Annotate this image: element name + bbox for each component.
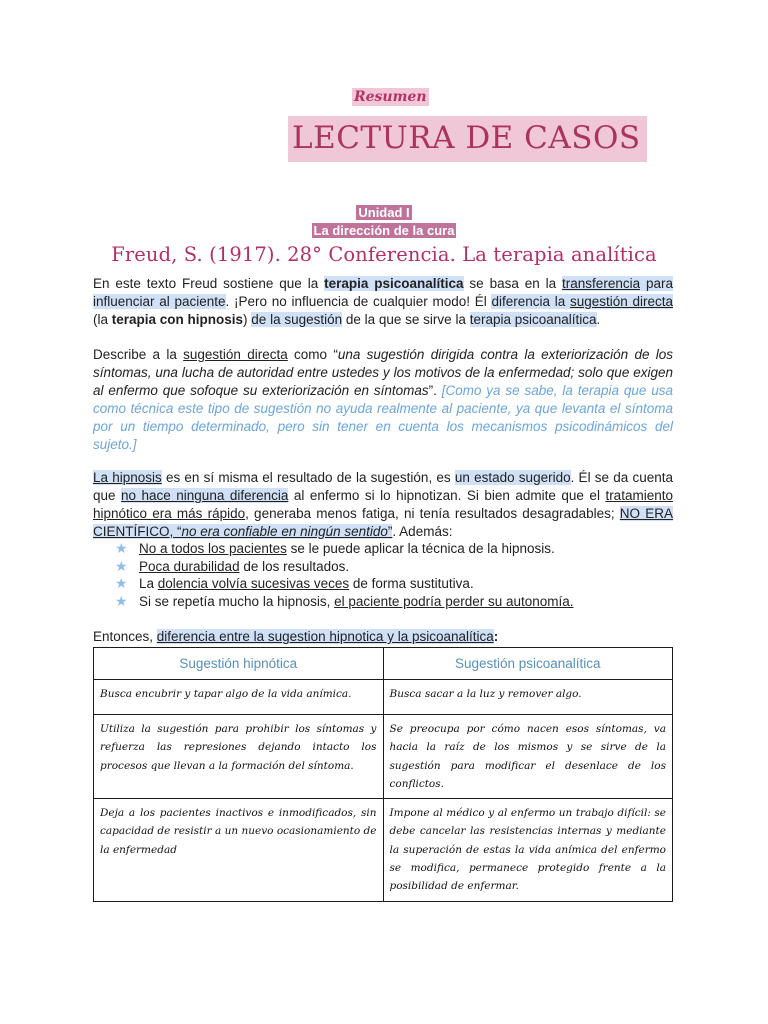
underlined-term: La hipnosis (93, 470, 162, 485)
bullet-list (115, 540, 675, 610)
underlined-term: sugestión directa (569, 294, 674, 309)
text: es en sí misma el resultado de la sugestión, es (161, 470, 455, 485)
text: . Además: (392, 524, 453, 539)
star-icon: ★ (115, 557, 128, 574)
underlined-term: Poca durabilidad (139, 558, 240, 574)
paragraph-intro (93, 275, 673, 329)
table-row (94, 715, 673, 799)
text: La (139, 576, 158, 591)
text: . (596, 312, 601, 327)
highlight: para influenciar al paciente (93, 276, 674, 309)
table-cell: Se preocupa por cómo nacen esos síntomas, va hacia la raíz de los mismos y se sirve de la sugestión para modificar el desenlace de los conflictos. (383, 715, 673, 799)
text: Entonces, (93, 629, 157, 644)
unit-label: Unidad I (358, 205, 410, 220)
highlight: diferencia la (491, 294, 570, 309)
table-cell: Utiliza la sugestión para prohibir los síntomas y refuerza las represiones dejando intacto los procesos que llevan a la formación del síntoma. (94, 715, 384, 799)
text: , generaba menos fatiga, ni tenía resultados desagradables; (245, 506, 620, 521)
section-heading (0, 223, 768, 238)
column-header: Sugestión hipnótica (94, 648, 384, 680)
quote: una sugestión dirigida contra la exteriorización de los síntomas, una lucha de autoridad entre ustedes y los motivos de la enfermedad; solo que exigen al enfermo que sofoque su exteriorización en síntomas (93, 347, 673, 398)
paragraph-sugestion (93, 346, 673, 454)
text: ”. (428, 383, 442, 398)
text: se basa en la (463, 276, 563, 291)
paragraph-hipnosis (93, 469, 673, 541)
star-icon: ★ (115, 540, 128, 556)
text: de la que se sirve la (342, 312, 470, 327)
reference-heading: Freud, S. (1917). 28° Conferencia. La terapia analítica (111, 243, 657, 266)
table-intro (93, 628, 498, 646)
star-icon: ★ (115, 575, 128, 591)
text: En este texto Freud sostiene que la (93, 276, 325, 291)
text: ) (243, 312, 252, 327)
kicker-label: Resumen (354, 89, 427, 105)
highlight: terapia psicoanalítica (469, 312, 597, 327)
table-header-row (94, 648, 673, 680)
text: al enfermo si lo hipnotizan. Si bien admite que el (288, 488, 606, 503)
text: de los resultados. (239, 558, 350, 574)
underlined-term: tratamiento hipnótico era más rápido (93, 488, 673, 521)
list-item (115, 558, 675, 576)
bold-highlight: terapia psicoanalítica (324, 276, 464, 291)
table-cell: Impone al médico y al enfermo un trabajo difícil: se debe cancelar las resistencias internas y mediante la superación de estas la vida anímica del enfermo se modifica, permanece protegido frente a la posibilidad de enfermar. (383, 799, 673, 902)
text: NO ERA CIENTÍFICO, “ (93, 506, 673, 539)
unit-heading (0, 205, 768, 220)
bold-term: terapia con hipnosis (111, 312, 244, 327)
text: . ¡Pero no influencia de cualquier modo! Él (225, 294, 492, 309)
list-item (115, 593, 675, 611)
highlight: de la sugestión (251, 312, 343, 327)
text: . Él se da cuenta que (93, 470, 673, 503)
table-row (94, 799, 673, 902)
text: (la (93, 312, 112, 327)
table-row (94, 680, 673, 715)
text: como “ (287, 347, 338, 362)
table-cell: Busca encubrir y tapar algo de la vida anímica. (94, 680, 384, 715)
underlined-term: transferencia (562, 276, 641, 291)
underlined-term: No a todos los pacientes (139, 541, 287, 556)
aside-note: [Como ya se sabe, la terapia que usa como técnica este tipo de sugestión no ayuda realmente al paciente, ya que levanta el síntoma por un tiempo determinado, pero sin tener en cuenta los mecanismos psicodinámicos del sujeto.] (93, 383, 673, 452)
section-label: La dirección de la cura (313, 223, 455, 238)
underlined-term: el paciente podría perder su autonomía. (334, 593, 574, 609)
text: Si se repetía mucho la hipnosis, (139, 593, 335, 609)
quote: no era confiable en ningún sentido (181, 524, 388, 539)
text: ” (387, 524, 393, 539)
list-item (115, 575, 675, 593)
text: se le puede aplicar la técnica de la hipnosis. (286, 541, 555, 556)
star-icon: ★ (115, 592, 128, 609)
page-title: LECTURA DE CASOS (288, 116, 647, 162)
list-item (115, 540, 675, 558)
highlight: un estado sugerido (454, 470, 571, 485)
column-header: Sugestión psicoanalítica (383, 648, 673, 680)
comparison-table (93, 647, 673, 902)
table-cell: Busca sacar a la luz y remover algo. (383, 680, 673, 715)
table-cell: Deja a los pacientes inactivos e inmodificados, sin capacidad de resistir a un nuevo ocasionamiento de la enfermedad (94, 799, 384, 902)
highlight: diferencia entre la sugestion hipnotica y la psicoanalítica (156, 629, 494, 644)
text: Describe a la (93, 347, 184, 362)
underlined-term: sugestión directa (183, 347, 288, 362)
underlined-term: dolencia volvía sucesivas veces (157, 576, 350, 591)
text: : (493, 629, 499, 644)
text: de forma sustitutiva. (349, 576, 474, 591)
underlined-term: no hace ninguna diferencia (121, 488, 289, 503)
